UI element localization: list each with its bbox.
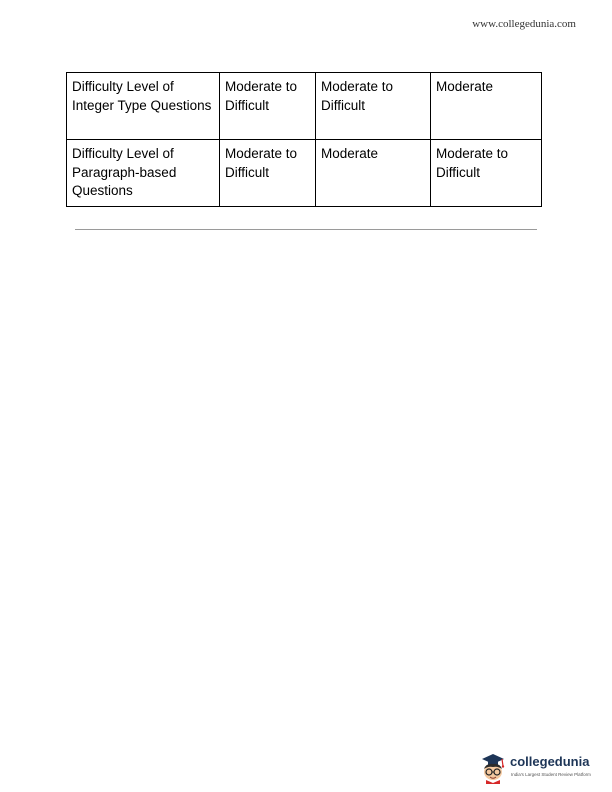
row-label: Difficulty Level of Integer Type Questions <box>67 73 220 140</box>
graduate-mascot-icon <box>478 752 508 784</box>
collegedunia-logo <box>478 752 598 786</box>
table-cell: Moderate <box>316 140 431 207</box>
table-cell: Moderate to Difficult <box>316 73 431 140</box>
site-url: www.collegedunia.com <box>472 18 576 30</box>
logo-tagline: India's Largest Student Review Platform <box>511 772 591 777</box>
table-cell: Moderate to Difficult <box>220 73 316 140</box>
row-label: Difficulty Level of Paragraph-based Questions <box>67 140 220 207</box>
logo-wordmark: collegedunia <box>510 754 590 769</box>
table-cell: Moderate <box>431 73 542 140</box>
table-row <box>67 140 542 207</box>
table-cell: Moderate to Difficult <box>220 140 316 207</box>
difficulty-table <box>66 72 542 207</box>
table-cell: Moderate to Difficult <box>431 140 542 207</box>
horizontal-divider <box>75 229 537 230</box>
table-row <box>67 73 542 140</box>
